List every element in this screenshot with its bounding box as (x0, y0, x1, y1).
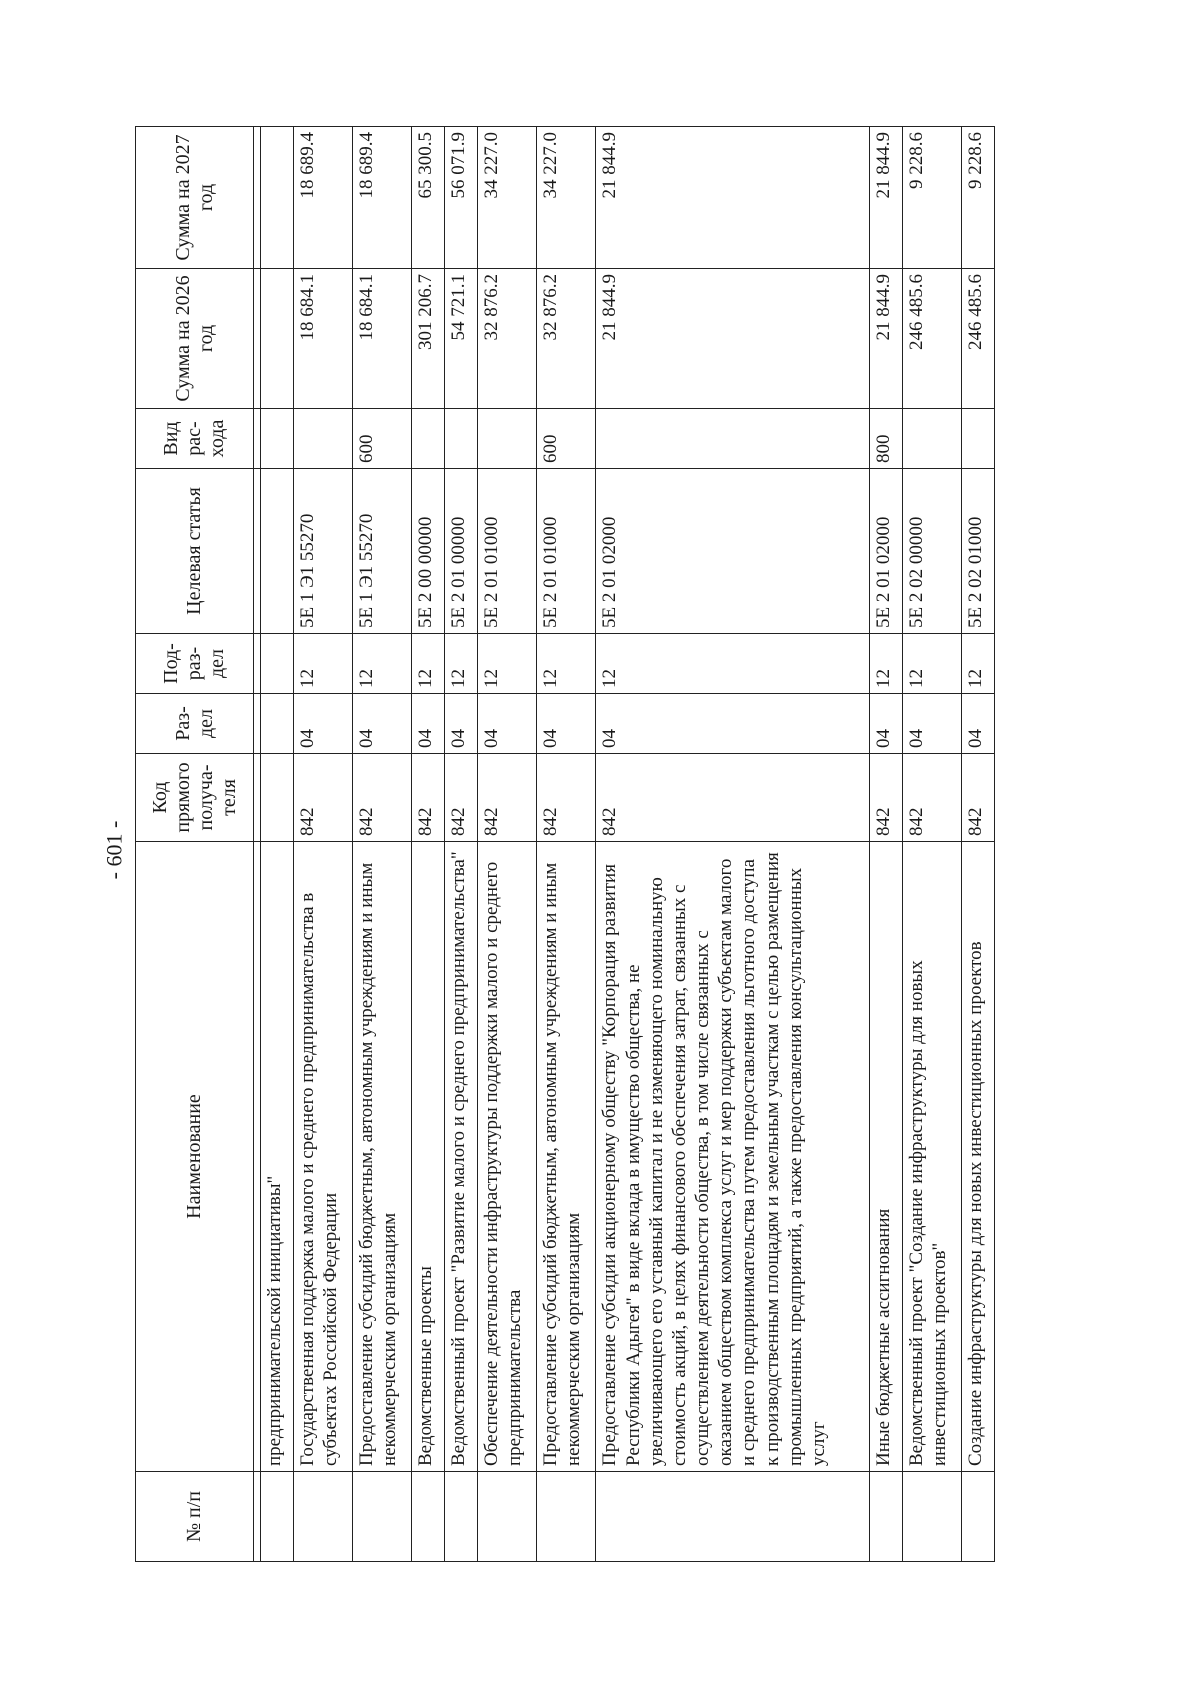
cell-target-article: 5Е 2 02 01000 (962, 469, 995, 634)
cell-sum-2026: 18 684.1 (353, 269, 412, 409)
header-target-article: Целевая статья (136, 469, 254, 634)
cell-section: 04 (412, 694, 445, 754)
cell-expense-type: 600 (353, 409, 412, 469)
cell-name: предпринимательской инициативы" (261, 842, 294, 1472)
cell-name: Обеспечение деятельности инфраструктуры поддержки малого и среднего предпринимательства (477, 842, 536, 1472)
cell-name: Ведомственный проект "Развитие малого и среднего предпринимательства" (445, 842, 478, 1472)
table-row (293, 127, 352, 1562)
cell-sum-2026 (261, 269, 294, 409)
cell-subsection: 12 (537, 634, 596, 694)
cell-subsection: 12 (902, 634, 961, 694)
cell-sum-2026: 32 876.2 (537, 269, 596, 409)
cell-no (261, 1472, 294, 1562)
cell-subsection: 12 (596, 634, 870, 694)
header-section: Раз-дел (136, 694, 254, 754)
cell-sum-2026: 21 844.9 (596, 269, 870, 409)
cell-section: 04 (870, 694, 903, 754)
cell-subsection: 12 (962, 634, 995, 694)
cell-subsection: 12 (353, 634, 412, 694)
cell-expense-type (477, 409, 536, 469)
cell-section: 04 (353, 694, 412, 754)
cell-section: 04 (537, 694, 596, 754)
header-sum-2026: Сумма на 2026 год (136, 269, 254, 409)
cell-no (353, 1472, 412, 1562)
cell-subsection (261, 634, 294, 694)
cell-recipient-code: 842 (902, 754, 961, 842)
cell-name: Предоставление субсидий бюджетным, автономным учреждениям и иным некоммерческим организациям (537, 842, 596, 1472)
cell-sum-2027: 9 228.6 (962, 127, 995, 269)
cell-subsection: 12 (293, 634, 352, 694)
cell-name: Ведомственный проект "Создание инфраструктуры для новых инвестиционных проектов" (902, 842, 961, 1472)
table-row (870, 127, 903, 1562)
cell-recipient-code: 842 (353, 754, 412, 842)
table-row (353, 127, 412, 1562)
cell-sum-2026: 18 684.1 (293, 269, 352, 409)
header-no: № п/п (136, 1472, 254, 1562)
cell-subsection: 12 (412, 634, 445, 694)
cell-sum-2026: 301 206.7 (412, 269, 445, 409)
cell-no (445, 1472, 478, 1562)
cell-name: Предоставление субсидии акционерному обществу "Корпорация развития Республики Адыгея" в виде вклада в имущество общества, не увеличивающего его уставный капитал и не изменяющего номинальную стоимость акций, в целях финансового обеспечения затрат, связанных с осуществлением деятельности общества, в том числе связанных с оказанием обществом комплекса услуг и мер поддержки субъектам малого и среднего предпринимательства путем предоставления льготного доступа к производственным площадям и земельным участкам с целью размещения промышленных предприятий, а также предоставления консультационных услуг (596, 842, 870, 1472)
cell-recipient-code (261, 754, 294, 842)
table-body (261, 127, 995, 1562)
cell-sum-2027 (261, 127, 294, 269)
table-wrap (135, 127, 995, 1562)
cell-sum-2026: 246 485.6 (962, 269, 995, 409)
table-row (902, 127, 961, 1562)
cell-sum-2027: 21 844.9 (870, 127, 903, 269)
cell-sum-2027: 65 300.5 (412, 127, 445, 269)
cell-sum-2026: 32 876.2 (477, 269, 536, 409)
cell-no (596, 1472, 870, 1562)
header-recipient-code: Код прямого получа-теля (136, 754, 254, 842)
cell-target-article: 5Е 2 01 01000 (537, 469, 596, 634)
cell-expense-type (445, 409, 478, 469)
cell-section: 04 (596, 694, 870, 754)
cell-no (293, 1472, 352, 1562)
header-expense-type: Вид рас-хода (136, 409, 254, 469)
cell-recipient-code: 842 (596, 754, 870, 842)
cell-sum-2027: 9 228.6 (902, 127, 961, 269)
header-gap-row (254, 127, 261, 1562)
cell-expense-type: 800 (870, 409, 903, 469)
cell-section (261, 694, 294, 754)
cell-expense-type: 600 (537, 409, 596, 469)
cell-no (870, 1472, 903, 1562)
cell-recipient-code: 842 (537, 754, 596, 842)
cell-sum-2026: 54 721.1 (445, 269, 478, 409)
cell-expense-type (962, 409, 995, 469)
table-row (962, 127, 995, 1562)
cell-sum-2026: 21 844.9 (870, 269, 903, 409)
cell-expense-type (596, 409, 870, 469)
table-row (445, 127, 478, 1562)
header-sum-2027: Сумма на 2027 год (136, 127, 254, 269)
cell-no (537, 1472, 596, 1562)
table-header-row (136, 127, 254, 1562)
cell-no (902, 1472, 961, 1562)
cell-sum-2027: 18 689.4 (353, 127, 412, 269)
cell-no (962, 1472, 995, 1562)
page-number: - 601 - (101, 820, 127, 880)
cell-section: 04 (902, 694, 961, 754)
table-row (412, 127, 445, 1562)
cell-name: Иные бюджетные ассигнования (870, 842, 903, 1472)
cell-target-article: 5Е 2 00 00000 (412, 469, 445, 634)
cell-target-article: 5Е 2 01 02000 (596, 469, 870, 634)
cell-section: 04 (293, 694, 352, 754)
cell-target-article: 5Е 2 01 01000 (477, 469, 536, 634)
cell-expense-type (412, 409, 445, 469)
cell-sum-2027: 56 071.9 (445, 127, 478, 269)
cell-name: Создание инфраструктуры для новых инвестиционных проектов (962, 842, 995, 1472)
cell-expense-type (902, 409, 961, 469)
cell-recipient-code: 842 (445, 754, 478, 842)
cell-recipient-code: 842 (477, 754, 536, 842)
cell-section: 04 (962, 694, 995, 754)
cell-expense-type (293, 409, 352, 469)
cell-no (412, 1472, 445, 1562)
cell-target-article: 5Е 1 Э1 55270 (353, 469, 412, 634)
header-subsection: Под-раз-дел (136, 634, 254, 694)
cell-target-article: 5Е 2 01 02000 (870, 469, 903, 634)
cell-recipient-code: 842 (293, 754, 352, 842)
table-row (537, 127, 596, 1562)
cell-name: Предоставление субсидий бюджетным, автономным учреждениям и иным некоммерческим организациям (353, 842, 412, 1472)
cell-recipient-code: 842 (412, 754, 445, 842)
cell-recipient-code: 842 (962, 754, 995, 842)
rotated-page (135, 127, 995, 1562)
cell-expense-type (261, 409, 294, 469)
cell-name: Государственная поддержка малого и среднего предпринимательства в субъектах Российской Федерации (293, 842, 352, 1472)
header-name: Наименование (136, 842, 254, 1472)
cell-section: 04 (477, 694, 536, 754)
cell-sum-2027: 21 844.9 (596, 127, 870, 269)
cell-section: 04 (445, 694, 478, 754)
cell-target-article: 5Е 1 Э1 55270 (293, 469, 352, 634)
cell-target-article: 5Е 2 01 00000 (445, 469, 478, 634)
cell-subsection: 12 (445, 634, 478, 694)
cell-sum-2027: 34 227.0 (537, 127, 596, 269)
cell-target-article (261, 469, 294, 634)
cell-sum-2027: 34 227.0 (477, 127, 536, 269)
cell-no (477, 1472, 536, 1562)
cell-name: Ведомственные проекты (412, 842, 445, 1472)
cell-subsection: 12 (477, 634, 536, 694)
cell-sum-2027: 18 689.4 (293, 127, 352, 269)
table-row (477, 127, 536, 1562)
cell-sum-2026: 246 485.6 (902, 269, 961, 409)
table-row (596, 127, 870, 1562)
cell-target-article: 5Е 2 02 00000 (902, 469, 961, 634)
budget-table (135, 126, 995, 1562)
cell-subsection: 12 (870, 634, 903, 694)
table-row (261, 127, 294, 1562)
cell-recipient-code: 842 (870, 754, 903, 842)
